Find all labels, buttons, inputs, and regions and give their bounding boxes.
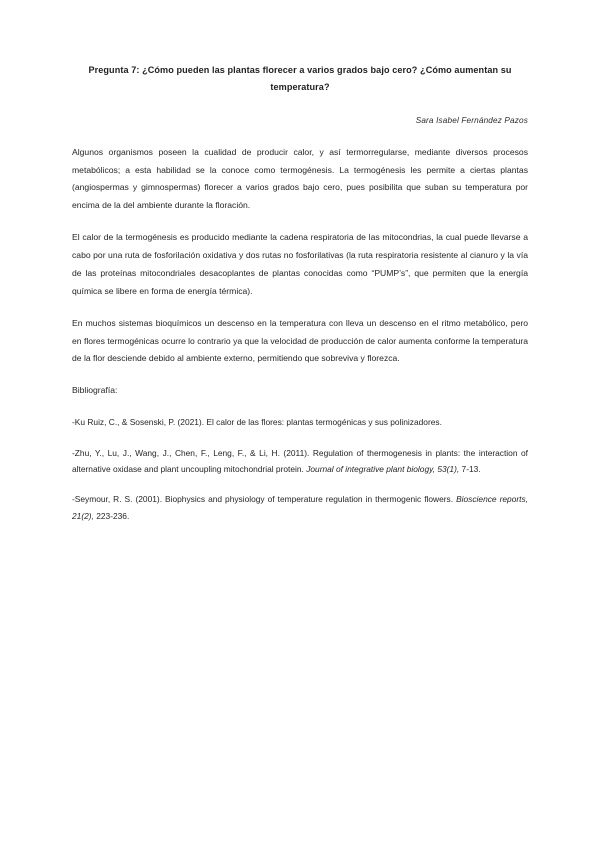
- reference-text: -Seymour, R. S. (2001). Biophysics and physiology of temperature regulation in thermogenic flowers.: [72, 494, 457, 505]
- reference-pages: 223-236.: [93, 510, 130, 521]
- reference-source: Bioscience reports, 21(2),: [72, 494, 528, 521]
- reference-text: -Ku Ruiz, C., & Sosenski, P. (2021). El calor de las flores: plantas termogénicas y sus polinizadores.: [72, 417, 442, 428]
- bibliography-reference: [72, 414, 528, 430]
- bibliography-reference: [72, 491, 528, 524]
- document-body: [72, 144, 528, 369]
- bibliography-heading: Bibliografía:: [72, 385, 118, 396]
- paragraph: Algunos organismos poseen la cualidad de producir calor, y así termorregularse, mediante diversos procesos metabólicos; a esta habilidad se la conoce como termogénesis. La termogénesis les permite a ciertas plantas (angiospermas y gimnospermas) florecer a varios grados bajo cero, pues posibilita que suban su temperatura por encima de la del ambiente durante la floración.: [72, 146, 528, 211]
- reference-pages: 7-13.: [459, 463, 481, 474]
- paragraph: El calor de la termogénesis es producido mediante la cadena respiratoria de las mitocondrias, la cual puede llevarse a cabo por una ruta de fosforilación oxidativa y dos rutas no fosforilativas (la ruta respiratoria resistente al cianuro y la vía de las proteínas mitocondriales desacoplantes de plantas conocidas como “PUMP’s”, que permiten que la energía química se libere en forma de energía térmica).: [72, 232, 528, 296]
- author-byline: Sara Isabel Fernández Pazos: [415, 115, 528, 125]
- paragraph: En muchos sistemas bioquímicos un descenso en la temperatura con lleva un descenso en el ritmo metabólico, pero en flores termogénicas ocurre lo contrario ya que la velocidad de producción de calor aumenta conforme la temperatura de la flor desciende debido al ambiente externo, permitiendo que sobreviva y florezca.: [72, 317, 528, 364]
- page-title: Pregunta 7: ¿Cómo pueden las plantas florecer a varios grados bajo cero? ¿Cómo aumentan su temperatura?: [88, 65, 512, 92]
- bibliography-reference: [72, 445, 528, 478]
- reference-text: -Zhu, Y., Lu, J., Wang, J., Chen, F., Leng, F., & Li, H. (2011). Regulation of thermogenesis in plants: the interaction of alternative oxidase and plant uncoupling mitochondrial protein.: [72, 447, 528, 474]
- reference-source: Journal of integrative plant biology, 53(1),: [306, 463, 460, 474]
